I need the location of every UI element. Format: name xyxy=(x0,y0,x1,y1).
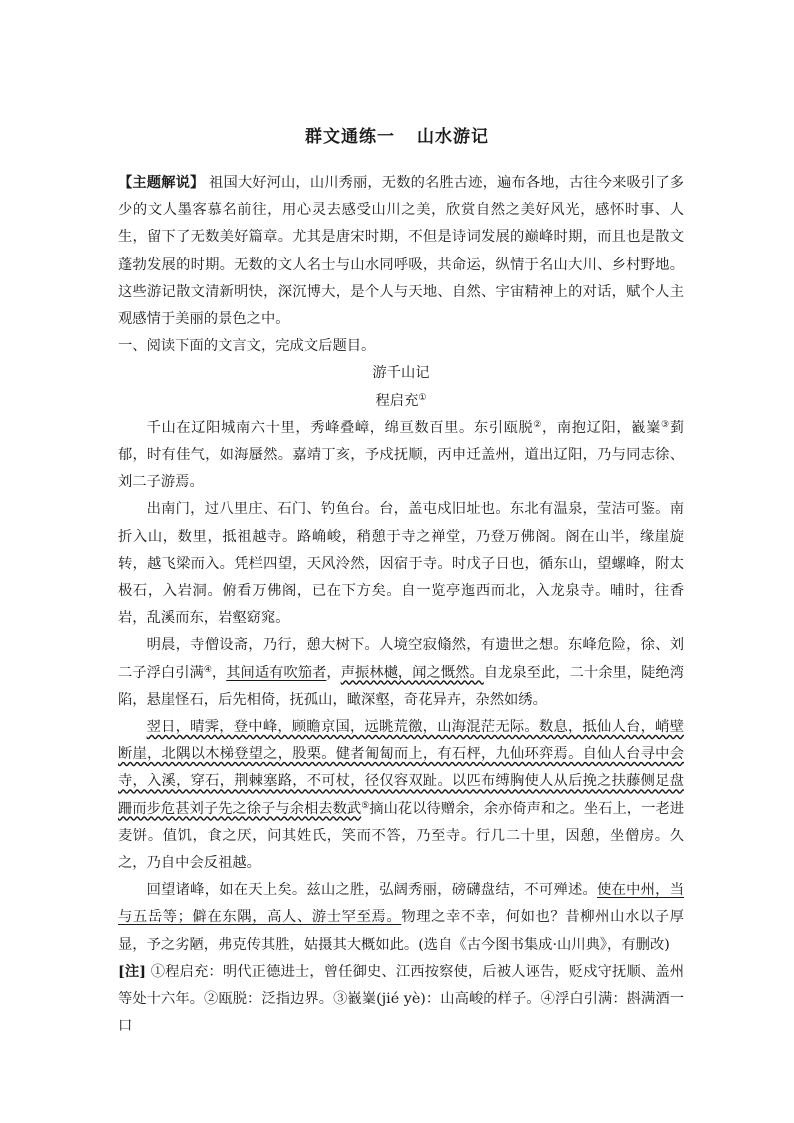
article-paragraph-2: 出南门，过八里庄、石门、钓鱼台。台，盖屯戍旧址也。东北有温泉，莹洁可鉴。南折入山，数里，抵祖越寺。路崅峻，稍憩于寺之禅堂，乃登万佛阁。阁在山半，缘崖旋转，越飞梁而入。凭栏四望，天风泠然，因宿于寺。时戊子日也，循东山，望螺峰，附太极石，入岩洞。俯看万佛阁，已在下方矣。自一览亭迤西而北，入龙泉寺。晡时，往香岩，乱溪而东，岩壑窈窕。 xyxy=(118,501,684,627)
title-part1: 群文通练一 xyxy=(305,127,395,147)
p1-text-c: 菿郁，时有佳气，如海蜃然。嘉靖丁亥，予戍抚顺，丙申迁盖州，道出辽阳，乃与同志徐、刘二子游焉。 xyxy=(118,419,684,491)
notes-paragraph xyxy=(118,959,684,1041)
article-paragraph-5 xyxy=(118,877,684,959)
underlined-sentence: 使在中州，当与五岳等；僻在东隅，高人、游士罕至焉。 xyxy=(118,882,684,926)
author-name: 程启充 xyxy=(375,392,419,409)
document-body xyxy=(118,170,684,1041)
footnote-marker-4: ④ xyxy=(203,664,212,675)
article-title: 游千山记 xyxy=(372,365,430,382)
footnote-marker-2: ② xyxy=(533,419,543,430)
theme-text: 祖国大好河山，山川秀丽，无数的名胜古迹，遍布各地，古往今来吸引了多少的文人墨客慕名前往，用心灵去感受山川之美，欣赏自然之美好风光，感怀时事、人生，留下了无数美好篇章。尤其是唐宋时期，不但是诗词发展的巅峰时期，而且也是散文蓬勃发展的时期。无数的文人名士与山水同呼吸，共命运，纵情于名山大川、乡村野地。这些游记散文清新明快，深沉博大，是个人与天地、自然、宇宙精神上的对话，赋个人主观感情于美丽的景色之中。 xyxy=(118,175,685,328)
article-paragraph-4 xyxy=(118,714,684,877)
notes-label: [注] xyxy=(118,963,147,980)
article-paragraph-3 xyxy=(118,632,684,714)
p5-text-b: 物理之幸不幸，何如也？昔柳州山水以子厚显，予之劣陋，弗克传其胜，姑摄其大概如此。(选自《古今图书集成·山川典》，有删改) xyxy=(118,909,685,953)
underlined-phrase-1: 其间适有吹笳者 xyxy=(226,664,327,681)
wavy-underlined-phrase: 声振林樾，闻之慨然。 xyxy=(340,664,484,681)
p1-text-b: ，南抱辽阳，巀嶪 xyxy=(542,419,662,436)
theme-label: 【主题解说】 xyxy=(118,175,205,191)
author-footnote-marker: ① xyxy=(418,392,427,403)
p3-text-b: ， xyxy=(211,664,227,681)
notes-text: ①程启充：明代正德进士，曾任御史、江西按察使，后被人诬告，贬戍守抚顺、盖州等处十六年。②瓯脱：泛指边界。③巀嶪(jié yè)：山高峻的样子。④浮白引满：斟满酒一口 xyxy=(118,963,685,1035)
theme-paragraph xyxy=(118,170,684,333)
footnote-marker-5: ⑤ xyxy=(361,800,370,811)
p3-text-c: ， xyxy=(326,664,341,681)
p3-text-a: 明晨，寺僧设斋，乃行，憩大树下。人境空寂翛然，有遗世之想。东峰危险，徐、刘二子浮白引满 xyxy=(118,637,684,681)
page-title xyxy=(0,122,794,147)
p1-text-a: 千山在辽阳城南六十里，秀峰叠嶂，绵亘数百里。东引瓯脱 xyxy=(146,419,534,436)
section-heading: 一、阅读下面的文言文，完成文后题目。 xyxy=(118,338,376,355)
article-paragraph-1 xyxy=(118,415,684,497)
title-part2: 山水游记 xyxy=(417,127,489,147)
article-author xyxy=(118,388,684,415)
wavy-underlined-sentence: 翌日，晴霁，登中峰，顾瞻京国，远眺荒徼，山海混茫无际。数息，抵仙人台，峭壁断崖，北隅以木梯登望之，股栗。健者匍匐而上，有石枰，九仙环弈焉。自仙人台寻中会寺，入溪，穿石，荆棘塞路，不可杖，径仅容双趾。以匹布缚胸使人从后挽之扶藤侧足盘跚而步危甚刘子先之徐子与余相去数武 xyxy=(118,719,684,817)
footnote-marker-3: ③ xyxy=(661,419,670,430)
p5-text-a: 回望诸峰，如在天上矣。兹山之胜，弘阔秀丽，磅礴盘结，不可殚述。 xyxy=(146,882,598,899)
p4-text-b: 摘山花以待赠余，余亦倚声和之。坐石上，一老进麦饼。值饥，食之厌，问其姓氏，笑而不答，乃至寺。行几二十里，因憩，坐僧房。久之，乃自中会反祖越。 xyxy=(118,800,684,872)
p3-text-d: 自龙泉至此，二十余里，陡绝湾陷，悬崖怪石，后先相倚，抚孤山，瞰深壑，奇花异卉，杂然如绣。 xyxy=(118,664,685,708)
